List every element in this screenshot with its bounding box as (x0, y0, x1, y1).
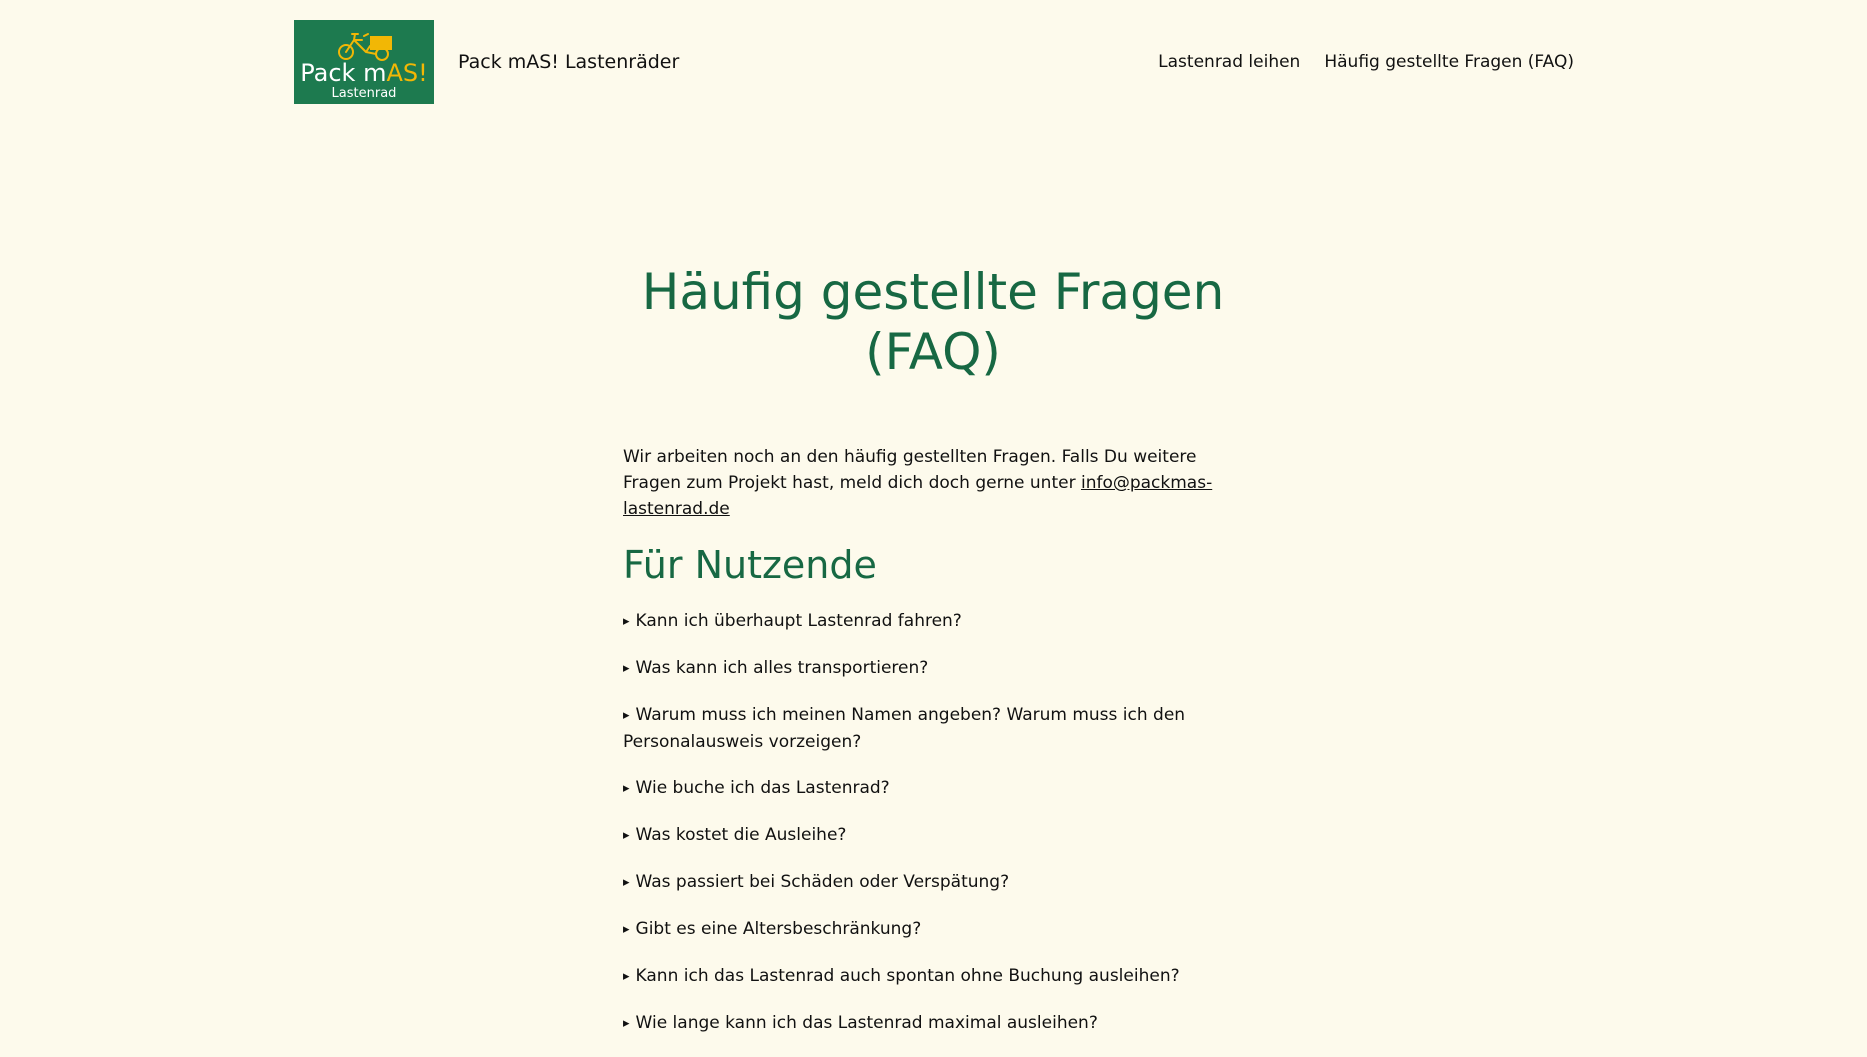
disclosure-triangle-icon: ▸ (623, 708, 630, 723)
section-heading-users: Für Nutzende (623, 543, 877, 587)
nav-link-rent-bike[interactable]: Lastenrad leihen (1158, 52, 1301, 72)
disclosure-triangle-icon: ▸ (623, 1016, 630, 1031)
disclosure-triangle-icon: ▸ (623, 661, 630, 676)
faq-question: Wie lange kann ich das Lastenrad maximal ausleihen? (635, 1013, 1098, 1033)
site-header (294, 20, 1574, 104)
faq-question: Was passiert bei Schäden oder Verspätung? (635, 872, 1010, 892)
faq-question: Kann ich das Lastenrad auch spontan ohne Buchung ausleihen? (635, 966, 1180, 986)
disclosure-triangle-icon: ▸ (623, 922, 630, 937)
disclosure-triangle-icon: ▸ (623, 781, 630, 796)
page-title: Häufig gestellte Fragen (FAQ) (641, 263, 1225, 381)
faq-item[interactable] (623, 869, 1223, 896)
logo-subtitle: Lastenrad (331, 86, 397, 101)
nav-link-faq[interactable]: Häufig gestellte Fragen (FAQ) (1324, 52, 1574, 72)
brand (294, 20, 679, 104)
site-title-link[interactable]: Pack mAS! Lastenräder (458, 51, 680, 73)
faq-item[interactable] (623, 963, 1223, 990)
main-nav (1158, 52, 1574, 72)
logo-wordmark (294, 60, 434, 86)
faq-item[interactable] (623, 608, 1223, 635)
intro-text: Wir arbeiten noch an den häufig gestellten Fragen. Falls Du weitere Fragen zum Projekt hast, meld dich doch gerne unter (623, 447, 1197, 493)
site-logo[interactable] (294, 20, 434, 104)
disclosure-triangle-icon: ▸ (623, 614, 630, 629)
faq-item[interactable] (623, 822, 1223, 849)
faq-question: Was kann ich alles transportieren? (635, 658, 929, 678)
logo-wordmark-highlight: AS! (386, 59, 428, 87)
contact-email-link[interactable]: info@packmas-lastenrad.de (623, 473, 1213, 519)
faq-question: Warum muss ich meinen Namen angeben? Warum muss ich den Personalausweis vorzeigen? (623, 705, 1186, 752)
logo-wordmark-prefix: Pack m (300, 59, 387, 87)
disclosure-triangle-icon: ▸ (623, 828, 630, 843)
intro-paragraph (623, 444, 1223, 522)
cargo-bike-icon (332, 24, 396, 62)
faq-item[interactable] (623, 1010, 1223, 1037)
faq-item[interactable] (623, 702, 1223, 755)
faq-question: Was kostet die Ausleihe? (635, 825, 847, 845)
main-content (623, 262, 1243, 1057)
faq-item[interactable] (623, 655, 1223, 682)
faq-question: Kann ich überhaupt Lastenrad fahren? (635, 611, 962, 631)
faq-item[interactable] (623, 775, 1223, 802)
faq-item[interactable] (623, 916, 1223, 943)
faq-question: Gibt es eine Altersbeschränkung? (635, 919, 922, 939)
faq-list (623, 608, 1243, 1037)
faq-question: Wie buche ich das Lastenrad? (635, 778, 890, 798)
disclosure-triangle-icon: ▸ (623, 875, 630, 890)
disclosure-triangle-icon: ▸ (623, 969, 630, 984)
